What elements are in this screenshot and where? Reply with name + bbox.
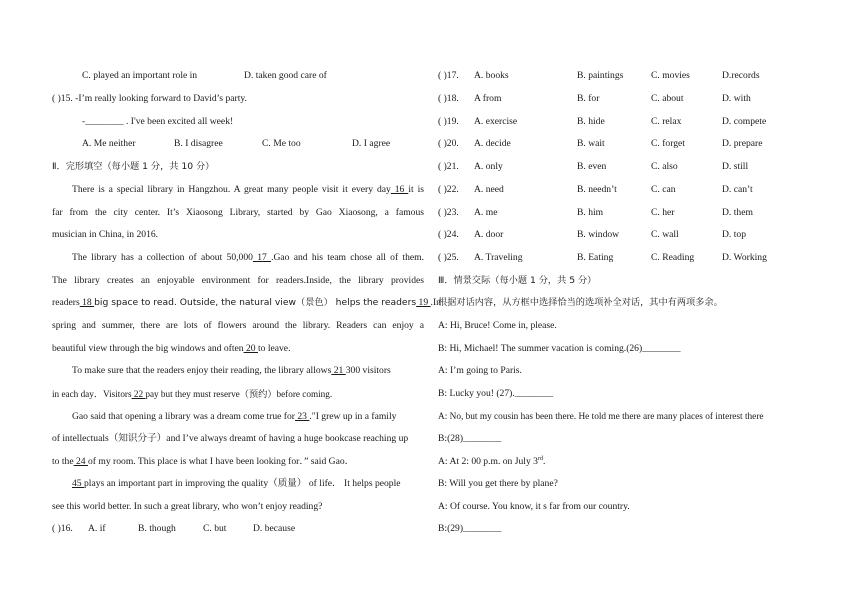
p4-text: to the — [52, 456, 74, 467]
p2-text: .Gao and his team chose all of them. — [271, 252, 425, 263]
p4-text: of my room. This place is what I have been looking for．” said Gao． — [87, 456, 355, 467]
blank-21: 21 — [331, 365, 346, 376]
p4-text: Gao said that opening a library was a dream come true for — [72, 411, 295, 422]
p2-text: The library has a collection of about 50,000 — [72, 252, 253, 263]
dialogue-line-2: B: Hi, Michael! The summer vacation is coming.(26)________ — [438, 343, 681, 354]
question-option: B. wait — [577, 138, 605, 149]
question-option: C. movies — [651, 70, 690, 81]
question-option: B. needn’t — [577, 184, 617, 195]
q16-number: ( )16. — [52, 523, 73, 534]
dialogue-text: A: At 2: 00 p.m. on July 3 — [438, 456, 538, 467]
question-option: D. prepare — [722, 138, 763, 149]
question-number: ( )21. — [438, 161, 459, 172]
question-option: A. me — [474, 207, 498, 218]
question-option: C. about — [651, 93, 684, 104]
question-option: A. decide — [474, 138, 511, 149]
question-option: D. can’t — [722, 184, 753, 195]
blank-45: 45 — [72, 478, 84, 489]
question-number: ( )17. — [438, 70, 459, 81]
question-option: A from — [474, 93, 502, 104]
dialogue-line-6: B:(28)________ — [438, 433, 502, 444]
p4-line-1 — [72, 411, 396, 423]
q14-option-d: D. taken good care of — [244, 70, 327, 81]
dialogue-line-5: A: No, but my cousin has been there. He told me there are many places of interest there — [438, 412, 764, 422]
question-option: C. her — [651, 207, 675, 218]
question-number: ( )25. — [438, 252, 459, 263]
p4-text: ."I grew up in a family — [309, 411, 397, 422]
question-option: D.records — [722, 70, 760, 81]
dialogue-line-9: A: Of course. You know, it s far from our country. — [438, 501, 630, 512]
q16-option-a: A. if — [88, 523, 106, 534]
question-option: A. Traveling — [474, 252, 523, 263]
question-option: A. need — [474, 184, 504, 195]
question-number: ( )18. — [438, 93, 459, 104]
p2-text: big space to read. Outside, the natural view（景色） helps the readers — [94, 297, 417, 308]
dialogue-line-4: B: Lucky you! (27).________ — [438, 388, 554, 399]
p2-line-2: The library creates an enjoyable environment for readers.Inside, the library provides — [52, 275, 424, 286]
dialogue-text: . — [542, 456, 546, 467]
p2-text: .In — [430, 297, 441, 308]
section-2-title: Ⅱ．完形填空（每小题 1 分，共 10 分） — [52, 161, 215, 172]
question-option: A. only — [474, 161, 503, 172]
q15-stem — [52, 93, 247, 105]
blank-19: 19 — [416, 297, 431, 308]
question-option: B. even — [577, 161, 607, 172]
question-number: ( )23. — [438, 207, 459, 218]
question-option: B. window — [577, 229, 620, 240]
dialogue-line-8: B: Will you get there by plane? — [438, 478, 558, 489]
question-option: C. wall — [651, 229, 679, 240]
p3-text: To make sure that the readers enjoy their reading, the library allows — [72, 365, 332, 376]
q15-option-b: B. I disagree — [174, 138, 223, 149]
blank-16: 16 — [390, 184, 409, 195]
question-number: ( )24. — [438, 229, 459, 240]
p2-text: readers — [52, 297, 80, 308]
section-3-title: Ⅲ．情景交际（每小题 1 分，共 5 分） — [438, 275, 597, 286]
question-number: ( )20. — [438, 138, 459, 149]
question-option: B. Eating — [577, 252, 614, 263]
question-option: B. paintings — [577, 70, 624, 81]
p5-text: plays an important part in improving the quality（质量） of life． It helps people — [84, 478, 401, 489]
p4-line-2: of intellectuals（知识分子）and I’ve always dreamt of having a huge bookcase reaching up — [52, 433, 409, 444]
question-option: C. Reading — [651, 252, 695, 263]
q16-option-c: C. but — [203, 523, 227, 534]
dialogue-line-10: B:(29)________ — [438, 523, 502, 534]
blank-22: 22 — [131, 389, 146, 399]
p2-line-5 — [52, 343, 290, 355]
p5-line-2: see this world better. In such a great library, who won’t enjoy reading? — [52, 501, 323, 512]
p2-text: to leave. — [257, 343, 291, 354]
question-option: B. for — [577, 93, 600, 104]
p3-text: 300 visitors — [345, 365, 391, 376]
p3-text: pay but they must reserve（预约）before coming. — [145, 389, 333, 399]
section-3-instructions: 根据对话内容，从方框中选择恰当的选项补全对话，其中有两项多余。 — [438, 297, 723, 308]
q15-reply-prefix: - — [82, 116, 86, 127]
q15-reply — [82, 116, 233, 128]
question-option: C. also — [651, 161, 678, 172]
q15-option-c: C. Me too — [262, 138, 301, 149]
q15-option-d: D. I agree — [352, 138, 391, 149]
question-option: D. Working — [722, 252, 767, 263]
blank-20: 20 — [243, 343, 258, 354]
question-option: A. exercise — [474, 116, 518, 127]
p4-line-3 — [52, 456, 354, 468]
p3-line-1 — [72, 365, 391, 377]
p2-line-3 — [52, 297, 441, 309]
question-option: D. still — [722, 161, 749, 172]
ordinal-suffix: rd — [537, 455, 543, 462]
question-option: C. can — [651, 184, 676, 195]
p1-line-1 — [72, 184, 424, 196]
p3-text: in each day．Visitors — [52, 389, 132, 399]
dialogue-line-3: A: I’m going to Paris. — [438, 365, 522, 376]
q16-option-b: B. though — [138, 523, 176, 534]
p5-line-1 — [72, 478, 401, 490]
p1-line-3: musician in China, in 2016. — [52, 229, 159, 240]
p1-line-2: far from the city center. It’s Xiaosong Library, started by Gao Xiaosong, a famous — [52, 207, 424, 218]
question-option: A. books — [474, 70, 509, 81]
p2-line-1 — [72, 252, 424, 264]
question-option: D. with — [722, 93, 751, 104]
q15-number: ( )15. — [52, 93, 73, 104]
blank-17: 17 — [252, 252, 272, 263]
p1-text: There is a special library in Hangzhou. A great many people visit it every day — [72, 184, 391, 195]
p2-line-4: spring and summer, there are lots of flowers around the library. Readers can enjoy a — [52, 320, 424, 331]
blank-24: 24 — [73, 456, 88, 467]
p3-line-2 — [52, 388, 332, 400]
q16-option-d: D. because — [253, 523, 296, 534]
question-option: A. door — [474, 229, 504, 240]
question-option: D. them — [722, 207, 753, 218]
question-number: ( )22. — [438, 184, 459, 195]
question-number: ( )19. — [438, 116, 459, 127]
question-option: B. hide — [577, 116, 605, 127]
q15-blank: ________ — [85, 116, 124, 127]
blank-18: 18 — [79, 297, 95, 308]
question-option: C. forget — [651, 138, 685, 149]
q14-option-c: C. played an important role in — [82, 70, 198, 81]
question-option: B. him — [577, 207, 604, 218]
dialogue-line-7 — [438, 456, 545, 468]
question-option: D. top — [722, 229, 746, 240]
question-option: C. relax — [651, 116, 682, 127]
q15-option-a: A. Me neither — [82, 138, 136, 149]
blank-23: 23 — [294, 411, 310, 422]
q15-text: -I’m really looking forward to David’s party. — [72, 93, 247, 104]
p1-text: it is — [408, 184, 424, 195]
q15-reply-suffix: . I've been excited all week! — [123, 116, 234, 127]
p2-text: beautiful view through the big windows and often — [52, 343, 244, 354]
question-option: D. compete — [722, 116, 767, 127]
dialogue-line-1: A: Hi, Bruce! Come in, please. — [438, 320, 557, 331]
